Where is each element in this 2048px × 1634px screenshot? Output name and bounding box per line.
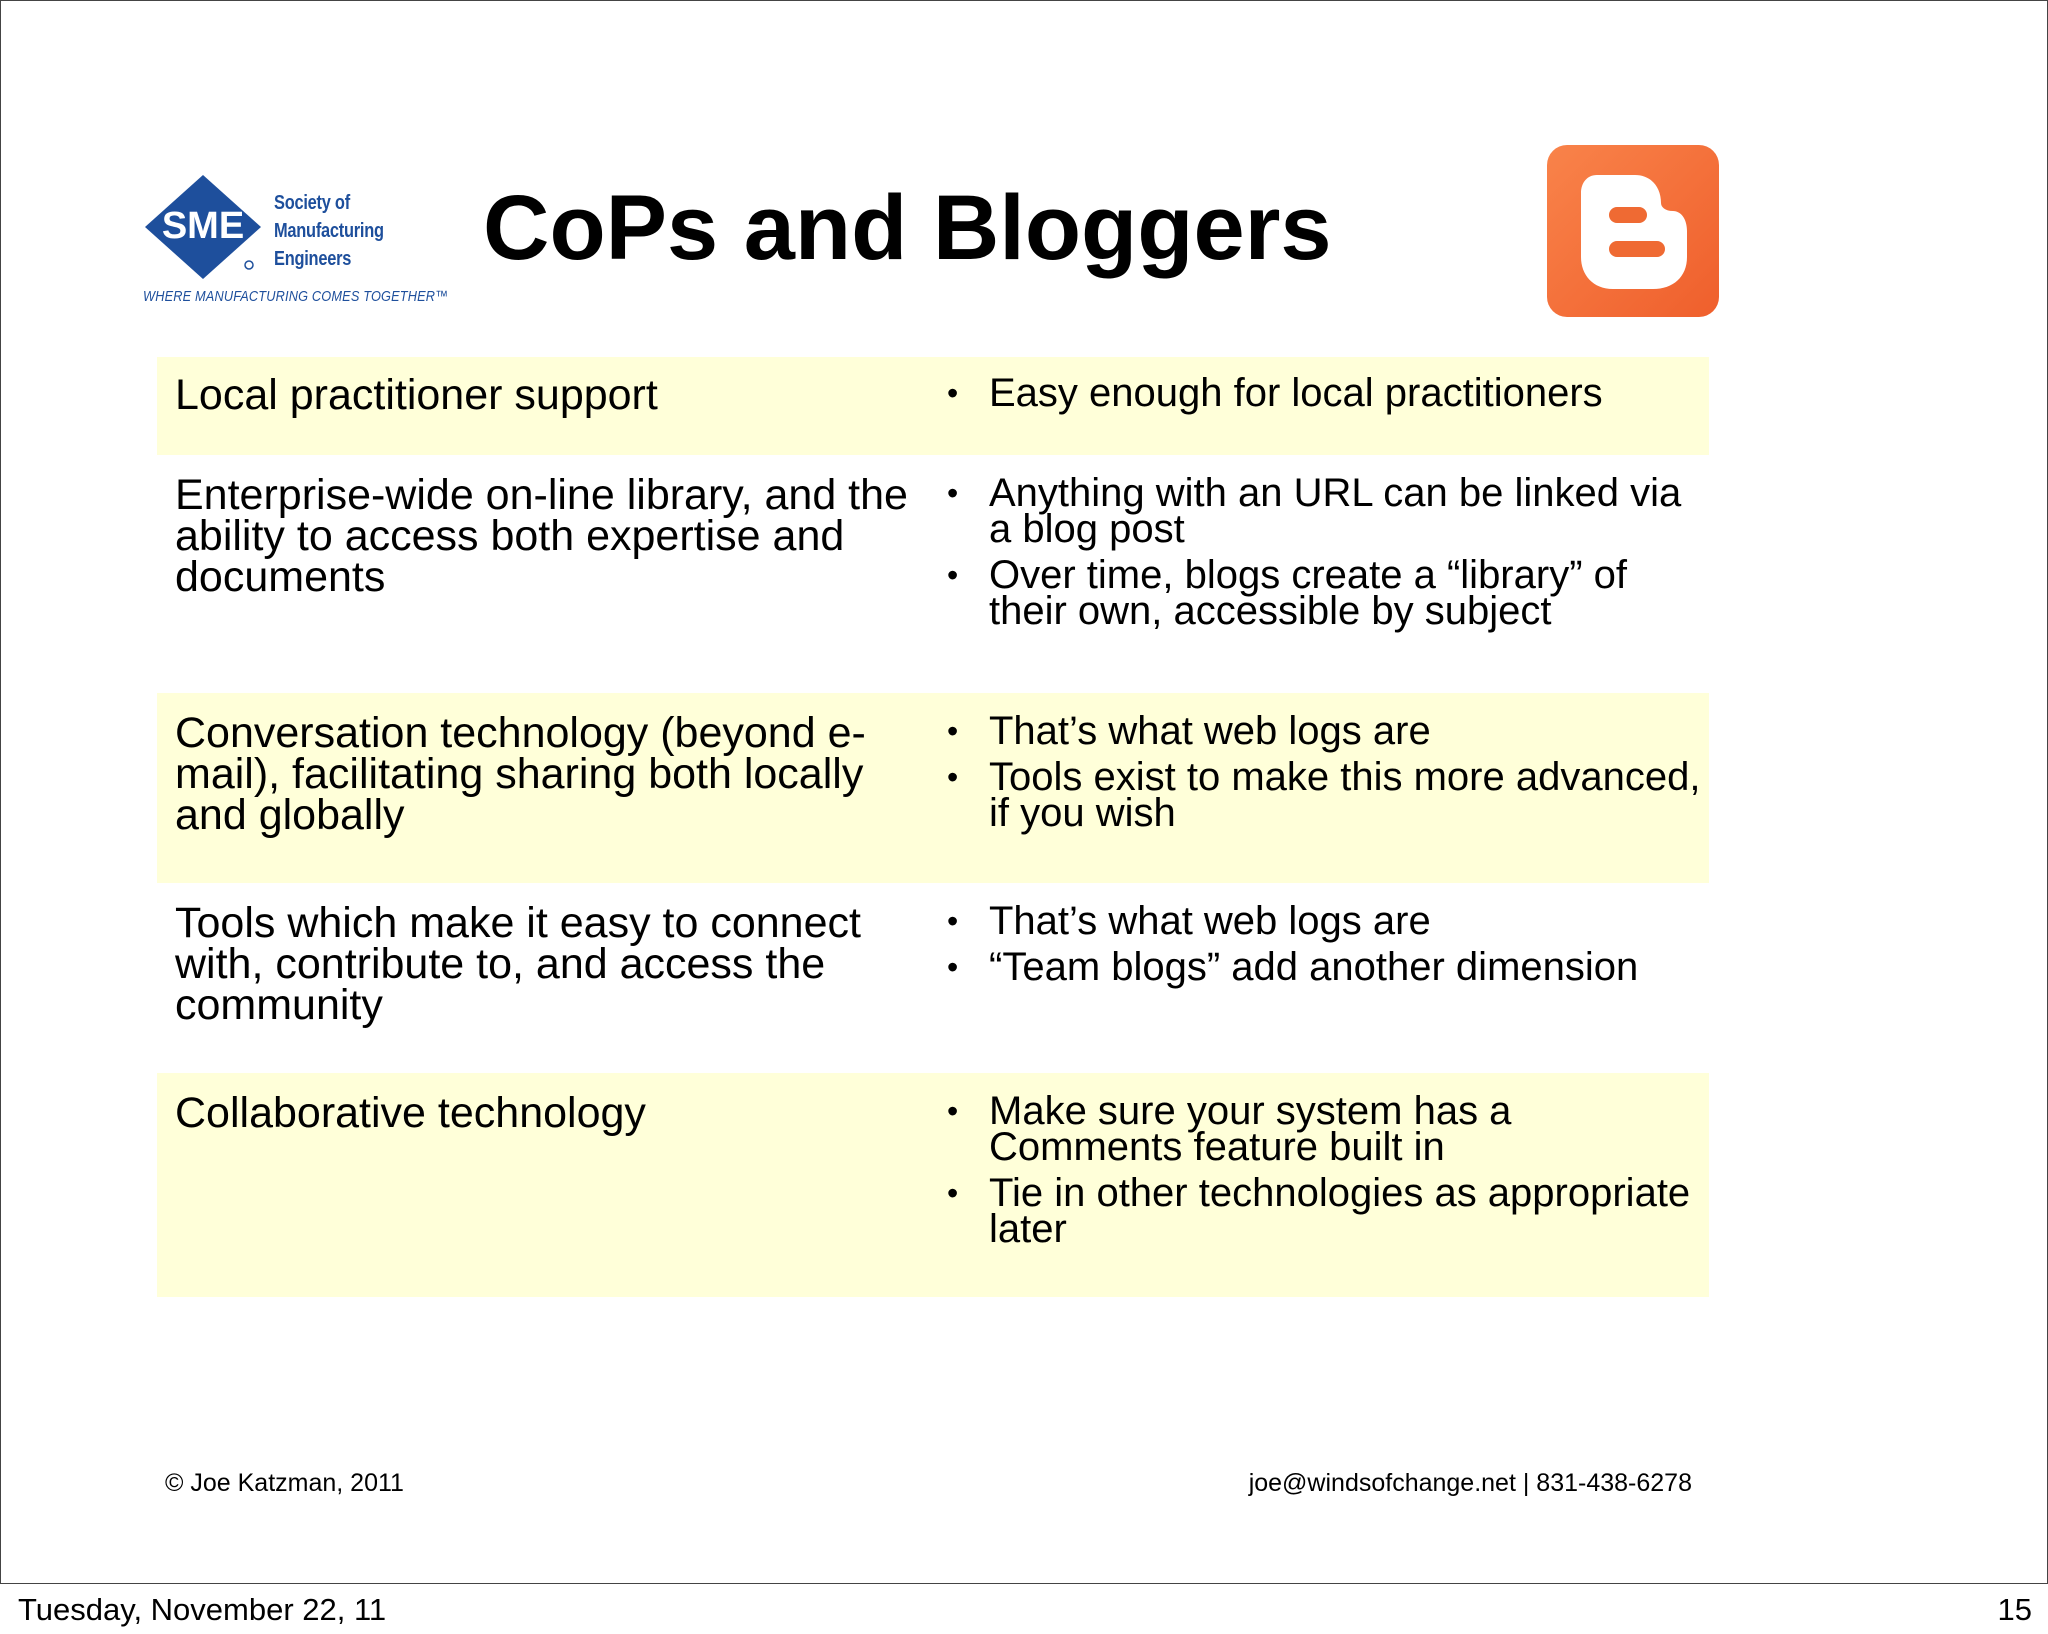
table-row bbox=[157, 1073, 1709, 1297]
bullet-list bbox=[947, 1089, 1707, 1251]
sme-logo-mark: SME bbox=[161, 205, 245, 247]
sme-logo-icon bbox=[141, 171, 273, 283]
footer-copyright: © Joe Katzman, 2011 bbox=[165, 1469, 404, 1497]
need-text: Tools which make it easy to connect with, contribute to, and access the community bbox=[175, 899, 861, 1029]
bullet-item: • Easy enough for local practitioners bbox=[947, 375, 1707, 411]
table-row bbox=[157, 455, 1709, 693]
slide-title: CoPs and Bloggers bbox=[483, 177, 1332, 279]
sme-logo-name: Society of Manufacturing Engineers bbox=[274, 192, 384, 270]
bullet-item: • Over time, blogs create a “library” of their own, accessible by subject bbox=[947, 557, 1707, 629]
bullet-list bbox=[947, 899, 1707, 989]
page-number: 15 bbox=[1997, 1592, 2032, 1627]
bullet-list bbox=[947, 371, 1707, 415]
need-text: Conversation technology (beyond e-mail), facilitating sharing both locally and globally bbox=[175, 709, 866, 839]
bullet-item: • Make sure your system has a Comments feature built in bbox=[947, 1093, 1707, 1165]
bullet-item: • That’s what web logs are bbox=[947, 903, 1707, 939]
blogger-icon bbox=[1547, 145, 1719, 317]
sme-logo-tagline: WHERE MANUFACTURING COMES TOGETHER™ bbox=[143, 288, 449, 305]
sme-logo bbox=[141, 171, 449, 311]
bullet-item: • Tools exist to make this more advanced, if you wish bbox=[947, 759, 1707, 831]
bullet-list bbox=[947, 471, 1707, 633]
need-text: Local practitioner support bbox=[175, 371, 658, 419]
bullet-item: • “Team blogs” add another dimension bbox=[947, 949, 1707, 985]
table-row bbox=[157, 357, 1709, 455]
status-bar bbox=[0, 1584, 2048, 1634]
footer-contact: joe@windsofchange.net | 831-438-6278 bbox=[1248, 1469, 1692, 1497]
bullet-item: • Tie in other technologies as appropriate later bbox=[947, 1175, 1707, 1247]
bullet-item: • That’s what web logs are bbox=[947, 713, 1707, 749]
status-date: Tuesday, November 22, 11 bbox=[18, 1592, 387, 1627]
need-text: Enterprise-wide on-line library, and the ability to access both expertise and documents bbox=[175, 471, 908, 601]
table-row bbox=[157, 693, 1709, 883]
bullet-list bbox=[947, 709, 1707, 835]
bullet-item: • Anything with an URL can be linked via a blog post bbox=[947, 475, 1707, 547]
table-row bbox=[157, 883, 1709, 1073]
comparison-table bbox=[157, 357, 1709, 1297]
need-text: Collaborative technology bbox=[175, 1089, 646, 1137]
